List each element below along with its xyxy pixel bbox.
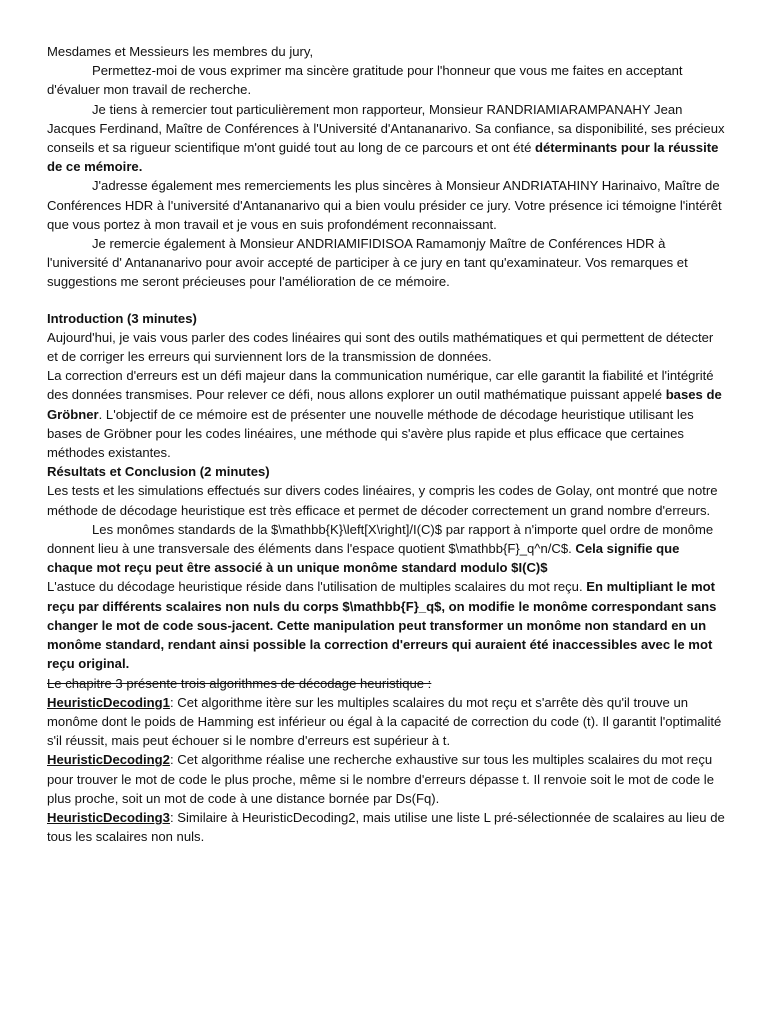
intro-text-b: . L'objectif de ce mémoire est de présenter une nouvelle méthode de décodage heuristique utilisant les bases de Gröbner pour les codes linéaires, une méthode qui s'avère plus rapide et plus efficace que certaines méthodes existantes. bbox=[47, 406, 694, 461]
rapporteur-text: Je tiens à remercier tout particulièrement mon rapporteur, Monsieur RANDRIAMIARAMPANAHY Jean Jacques Ferdinand, Maître de Conférences à l'Université d'Antananarivo. Sa confiance, sa disponibilité, ses précieux conseils et sa rigueur scientifique m'ont guidé tout au long de ce parcours et ont été bbox=[47, 101, 725, 156]
algorithm-3-text: : Similaire à HeuristicDecoding2, mais utilise une liste L pré-sélectionnée de scalaires au lieu de tous les scalaires non nuls. bbox=[47, 809, 725, 845]
monomes-bold: Cela signifie que chaque mot reçu peut être associé à un unique monôme standard modulo $I(C)$ bbox=[47, 541, 680, 576]
algorithm-3 bbox=[47, 808, 727, 846]
blank-line bbox=[47, 292, 727, 309]
chapter-strikethrough: Le chapitre 3 présente trois algorithmes de décodage heuristique : bbox=[47, 675, 432, 691]
salutation: Mesdames et Messieurs les membres du jury, bbox=[47, 44, 314, 59]
intro-paragraph-1: Aujourd'hui, je vais vous parler des codes linéaires qui sont des outils mathématiques et qui permettent de détecter et de corriger les erreurs qui surviennent lors de la transmission de données. bbox=[47, 329, 714, 365]
intro-text-a: La correction d'erreurs est un défi majeur dans la communication numérique, car elle garantit la fiabilité et l'intégrité des données transmises. Pour relever ce défi, nous allons explorer un outil mathématique puissant appelé bbox=[47, 368, 714, 403]
president-paragraph: J'adresse également mes remerciements les plus sincères à Monsieur ANDRIATAHINY Harinaivo, Maître de Conférences HDR à l'université d'Antananarivo qui a bien voulu présider ce jury. Votre présence ici témoigne l'intérêt que vous portez à mon travail et je vous en suis profondément reconnaissant. bbox=[47, 178, 722, 232]
intro-heading: Introduction (3 minutes) bbox=[47, 310, 197, 326]
algorithm-2 bbox=[47, 750, 727, 808]
algorithm-1 bbox=[47, 693, 727, 751]
results-heading: Résultats et Conclusion (2 minutes) bbox=[47, 464, 270, 480]
rapporteur-bold: déterminants pour la réussite de ce mémoire. bbox=[47, 140, 719, 175]
gratitude-paragraph: Permettez-moi de vous exprimer ma sincère gratitude pour l'honneur que vous me faites en acceptant d'évaluer mon travail de recherche. bbox=[47, 63, 683, 98]
algorithm-2-name: HeuristicDecoding2 bbox=[47, 752, 170, 768]
results-paragraph-2 bbox=[47, 520, 727, 578]
intro-paragraph-2 bbox=[47, 366, 727, 462]
algorithm-1-name: HeuristicDecoding1 bbox=[47, 694, 170, 710]
algorithm-2-text: : Cet algorithme réalise une recherche exhaustive sur tous les multiples scalaires du mot reçu pour trouver le mot de code le plus proche, même si le nombre d'erreurs dépasse t. Il renvoie soit le mot de code le plus proche, soit un mot de code à une distance bornée par Ds(Fq). bbox=[47, 752, 714, 806]
astuce-text: L'astuce du décodage heuristique réside dans l'utilisation de multiples scalaires du mot reçu. bbox=[47, 579, 583, 595]
results-paragraph-1: Les tests et les simulations effectués sur divers codes linéaires, y compris les codes de Golay, ont montré que notre méthode de décodage heuristique est très efficace et permet de décoder correctement un grand nombre d'erreurs. bbox=[47, 483, 718, 518]
document-page bbox=[47, 42, 727, 846]
astuce-bold: En multipliant le mot reçu par différents scalaires non nuls du corps $\mathbb{F}_q$, on modifie le monôme correspondant sans changer le mot de code sous-jacent. Cette manipulation peut transformer un monôme non standard en un monôme standard, rendant ainsi possible la correction d'erreurs qui auraient été inaccessibles avec le mot reçu original. bbox=[47, 579, 717, 672]
algorithm-1-text: : Cet algorithme itère sur les multiples scalaires du mot reçu et s'arrête dès qu'il trouve un monôme dont le poids de Hamming est inférieur ou égal à la capacité de correction du code (t). Il garantit l'optimalité s'il réussit, mais peut échouer si le nombre d'erreurs est supérieur à t. bbox=[47, 694, 722, 749]
examiner-paragraph: Je remercie également à Monsieur ANDRIAMIFIDISOA Ramamonjy Maître de Conférences HDR à l'université d' Antananarivo pour avoir accepté de participer à ce jury en tant qu'examinateur. Vos remarques et suggestions me seront précieuses pour l'amélioration de ce mémoire. bbox=[47, 236, 688, 290]
grobner-bold: bases de Gröbner bbox=[47, 387, 722, 422]
monomes-text: Les monômes standards de la $\mathbb{K}\left[X\right]/I(C)$ par rapport à n'importe quel ordre de monôme donnent lieu à une transversale des éléments dans l'espace quotient $\mathbb{F}_q^n/C$. bbox=[47, 521, 714, 557]
algorithm-3-name: HeuristicDecoding3 bbox=[47, 809, 170, 825]
rapporteur-paragraph bbox=[47, 100, 727, 177]
results-paragraph-3 bbox=[47, 577, 727, 673]
